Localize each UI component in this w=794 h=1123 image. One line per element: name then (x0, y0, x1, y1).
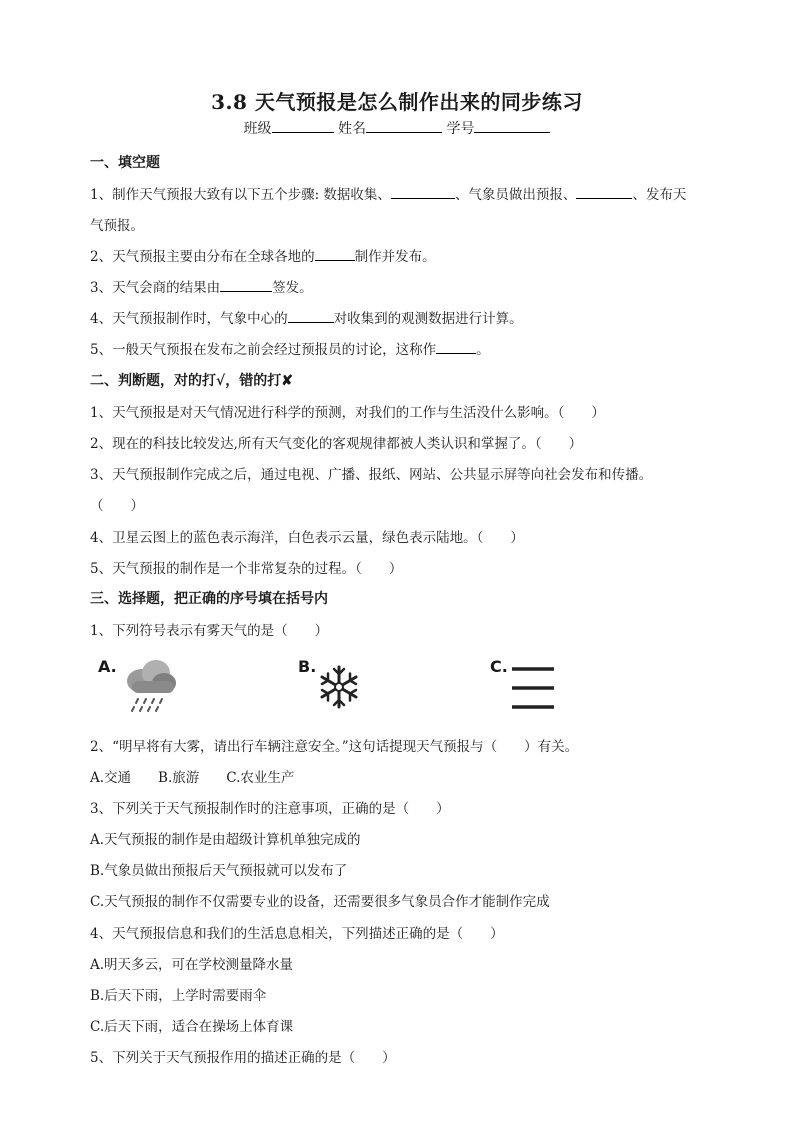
s1-q1-line2: 气预报。 (90, 218, 144, 234)
s2-q3-line1: 3、天气预报制作完成之后，通过电视、广播、报纸、网站、公共显示屏等向社会发布和传播。 (90, 467, 653, 483)
s1-q5: 5、一般天气预报在发布之前会经过预报员的讨论，这称作 。 (90, 342, 490, 358)
number-label: 学号 (446, 121, 475, 137)
name-blank[interactable] (366, 118, 442, 133)
s3-q2: 2、“明早将有大雾，请出行车辆注意安全。”这句话提现天气预报与（ ）有关。 (90, 739, 579, 755)
s1-q2-blank[interactable] (315, 247, 355, 261)
s2-q5: 5、天气预报的制作是一个非常复杂的过程。（ ） (90, 561, 403, 577)
weather-symbols (90, 655, 710, 725)
option-c-letter: C. (490, 657, 508, 676)
s2-q4: 4、卫星云图上的蓝色表示海洋，白色表示云量，绿色表示陆地。（ ） (90, 530, 524, 546)
rain-cloud-icon (120, 655, 180, 717)
s1-q4-blank[interactable] (288, 309, 334, 323)
s1-q1-blank2[interactable] (576, 185, 632, 199)
s3-q3-option-a: A.天气预报的制作是由超级计算机单独完成的 (90, 832, 361, 848)
option-c-symbol[interactable] (490, 655, 580, 725)
option-a-symbol[interactable] (98, 655, 188, 725)
s3-q5: 5、下列关于天气预报作用的描述正确的是（ ） (90, 1050, 396, 1066)
s1-q5-blank[interactable] (436, 340, 476, 354)
s3-q1: 1、下列符号表示有雾天气的是（ ） (90, 623, 329, 639)
s1-q1-line1: 1、制作天气预报大致有以下五个步骤: 数据收集、 、气象员做出预报、 、发布天 (90, 187, 687, 203)
s3-q4-option-c: C.后天下雨，适合在操场上体育课 (90, 1019, 294, 1035)
s2-q3-line2: （ ） (90, 498, 144, 514)
student-info (0, 118, 794, 138)
s3-q4-option-a: A.明天多云，可在学校测量降水量 (90, 957, 294, 973)
s1-q4: 4、天气预报制作时，气象中心的 对收集到的观测数据进行计算。 (90, 311, 523, 327)
option-b-letter: B. (298, 657, 317, 676)
name-label: 姓名 (338, 121, 366, 137)
s1-q1-blank1[interactable] (391, 185, 455, 199)
fog-lines-icon (508, 655, 558, 717)
option-b-symbol[interactable] (298, 655, 388, 725)
s1-q3-blank[interactable] (220, 278, 272, 292)
section1-heading: 一、填空题 (90, 155, 160, 171)
s3-q4-option-b: B.后天下雨，上学时需要雨伞 (90, 988, 267, 1004)
s3-q3: 3、下列关于天气预报制作时的注意事项，正确的是（ ） (90, 801, 450, 817)
s2-q1: 1、天气预报是对天气情况进行科学的预测，对我们的工作与生活没什么影响。（ ） (90, 405, 605, 421)
s3-q3-option-c: C.天气预报的制作不仅需要专业的设备，还需要很多气象员合作才能制作完成 (90, 894, 550, 910)
number-blank[interactable] (474, 118, 550, 133)
class-label: 班级 (243, 121, 272, 137)
page-title: 3.8 天气预报是怎么制作出来的同步练习 (211, 90, 583, 114)
s3-q4: 4、天气预报信息和我们的生活息息相关，下列描述正确的是（ ） (90, 926, 504, 942)
s3-q3-option-b: B.气象员做出预报后天气预报就可以发布了 (90, 863, 348, 879)
class-blank[interactable] (272, 118, 334, 133)
s3-q2-options: A.交通 B.旅游 C.农业生产 (90, 770, 295, 786)
section3-heading: 三、选择题，把正确的序号填在括号内 (90, 591, 328, 607)
option-a-letter: A. (98, 657, 117, 676)
snowflake-icon (314, 655, 364, 717)
s1-q2: 2、天气预报主要由分布在全球各地的 制作并发布。 (90, 249, 436, 265)
s1-q3: 3、天气会商的结果由 签发。 (90, 280, 313, 296)
s2-q2: 2、现在的科技比较发达,所有天气变化的客观规律都被人类认识和掌握了。（ ） (90, 436, 583, 452)
section2-heading: 二、判断题，对的打√，错的打✘ (90, 373, 293, 389)
